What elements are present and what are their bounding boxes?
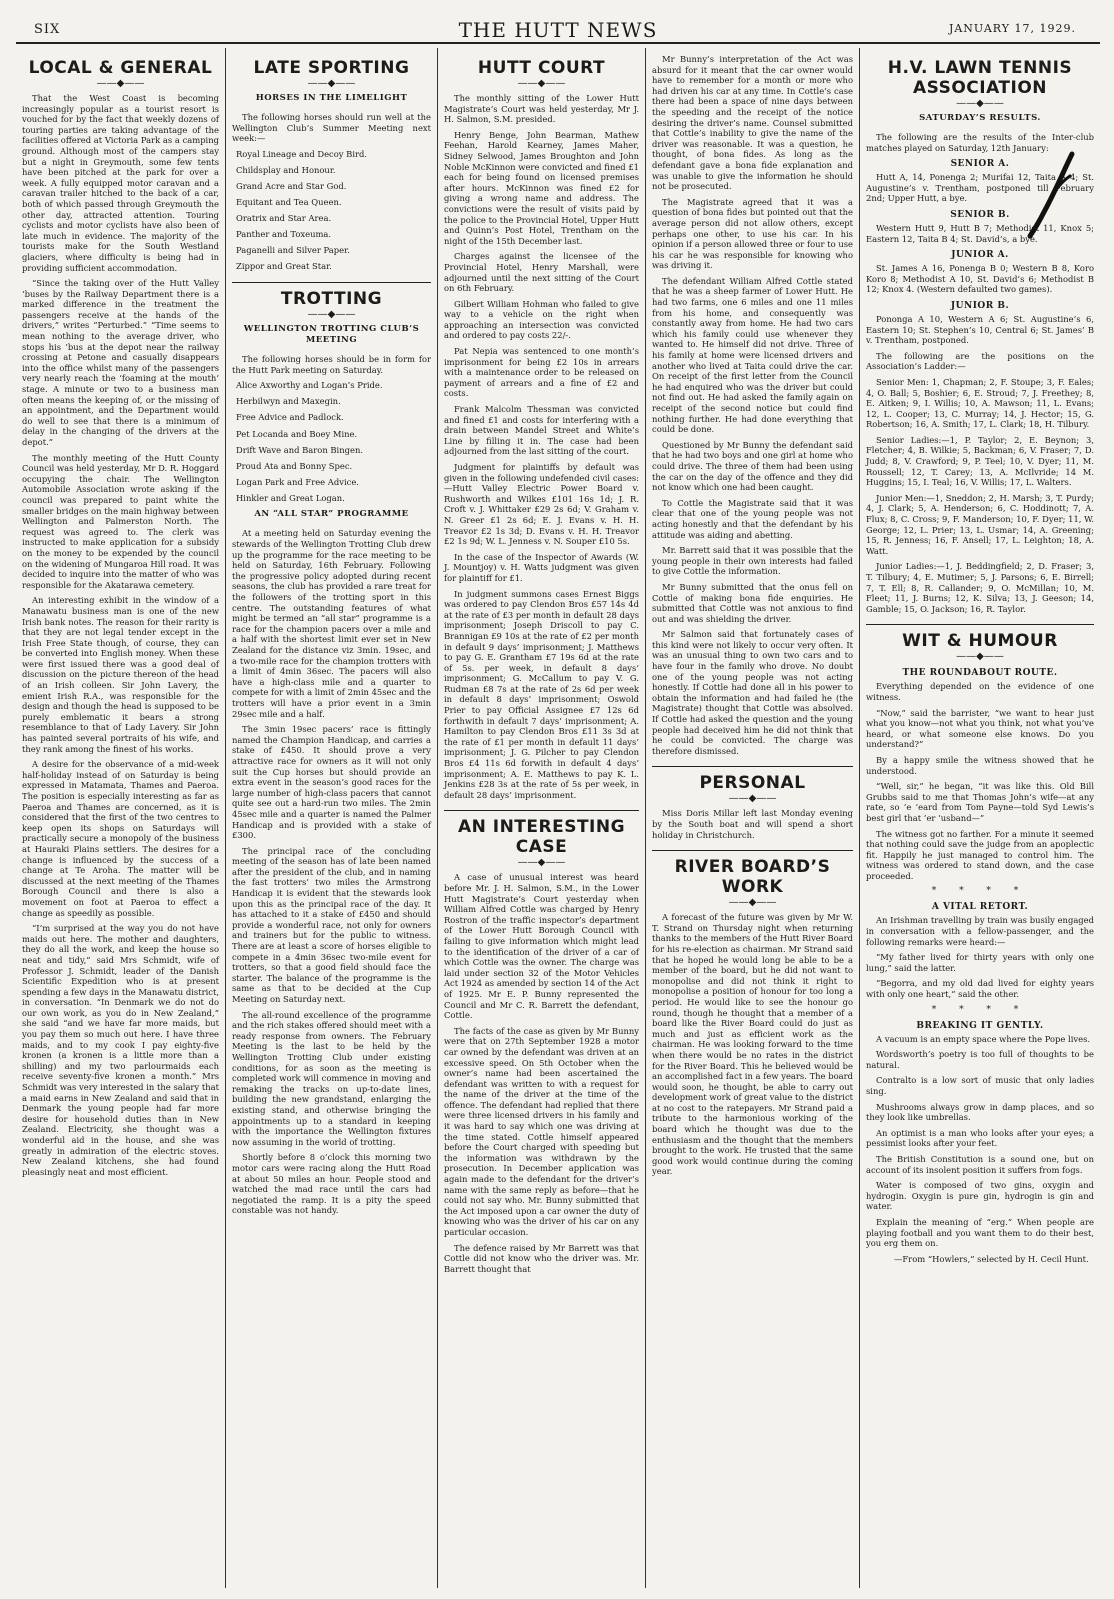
section-rule	[652, 850, 853, 851]
masthead	[16, 18, 1100, 44]
article-paragraph: By a happy smile the witness showed that he understood.	[866, 754, 1094, 776]
subheading-roundabout: THE ROUNDABOUT ROUTE.	[902, 668, 1058, 679]
article-paragraph: “My father lived for thirty years with only one lung,” said the latter.	[866, 952, 1094, 973]
list-item: Logan Park and Free Advice.	[236, 476, 359, 487]
section-title-wit-humour: WIT & HUMOUR	[902, 631, 1058, 652]
list-item: Panther and Toxeuma.	[236, 229, 332, 240]
grade-heading: SENIOR B.	[950, 209, 1010, 220]
article-paragraph: The following are the positions on the Association’s Ladder:—	[866, 350, 1094, 372]
article-paragraph: Mr Bunny’s interpretation of the Act was absurd for it meant that the car owner would have to remember for a month or more who had driven his car at any time. In Cottle’s case there had been a space of nine days between the speeding and the receipt of the notice desiring the driver’s name. Counsel submitted that Cottle’s inability to give the name of the driver was reasonable. It was a question, he thought, of bona fides. As long as the defendant gave a bona fide explanation and was unable to give the information he should not be prosecuted.	[652, 54, 853, 192]
article-paragraph: Mr Salmon said that fortunately cases of this kind were not likely to occur very often. It was an unusual thing to own two cars and to have four in the family who drove. No doubt one of the young people was not acting honestly. If Cottle had done all in his power to obtain the information and had failed he (the Magistrate) thought that Cottle was absolved. If Cottle had asked the question and the young people had deceived him he did not think that he could be convicted. The charge was therefore dismissed.	[652, 629, 853, 756]
list-item: Herbilwyn and Maxegin.	[236, 396, 341, 407]
article-paragraph: Frank Malcolm Thessman was convicted and fined £1 and costs for interfering with a drain between Mandel Street and White’s Line by filling it in. The case had been adjourned from the last sitting of the court.	[444, 404, 639, 457]
article-paragraph: A desire for the observance of a mid-week half-holiday instead of on Saturday is being expressed in Matamata, Thames and Paeroa. The position is especially interesting as far as Paeroa and Thames are concerned, as it is considered that the first of the two centres to keep open its shops on Saturdays will practically secure a monopoly of the business at Hauraki Plains settlers. The desires for a change is influenced by the success of a change at Te Aroha. The matter will be discussed at the next meeting of the Thames Borough Council and there is also a movement on foot at Paeroa to effect a change as speedily as possible.	[22, 759, 219, 918]
article-paragraph: Wordsworth’s poetry is too full of thoughts to be natural.	[866, 1049, 1094, 1070]
ornament-divider: ——◆——	[956, 651, 1004, 663]
article-paragraph: The all-round excellence of the programme and the rich stakes offered should meet with a ready response from owners. The February Meeting is the last to be held by the Wellington Trotting Club under existing conditions, for as soon as the meeting is completed work will commence in moving and remaking the tracks on up-to-date lines, building the new grandstand, enlarging the existing stand, and otherwise bringing the appointments up to a standard in keeping with the importance the Wellington fixtures now assuming in the world of trotting.	[232, 1009, 431, 1147]
columns	[16, 48, 1100, 1588]
section-rule	[652, 766, 853, 767]
column-local-general	[16, 48, 226, 1588]
subheading-vital-retort: A VITAL RETORT.	[931, 902, 1029, 913]
article-paragraph: The monthly meeting of the Hutt County Council was held yesterday, Mr D. R. Hoggard occupying the chair. The Wellington Automobile Association wrote asking if the council was prepared to paint white the smaller bridges on the main highway between Wellington and Palmerston North. The request was agreed to. The clerk was instructed to make application for a subsidy on the money to be expended by the council on the widening of Mungaroa Hill road. It was decided to inquire into the matter of who was responsible for the Akatarawa cemetery.	[22, 452, 219, 590]
article-credit: —From “Howlers,” selected by H. Cecil Hunt.	[894, 1253, 1089, 1264]
article-paragraph: Henry Benge, John Bearman, Mathew Feehan, Harold Kearney, James Maher, Sidney Selwood, James Broughton and John Noble McKinnon were convicted and fined £1 each for being found on licensed premises after hours. McKinnon was fined £2 for giving a wrong name and address. The convictions were the result of visits paid by the police to the Provincial Hotel, Upper Hutt and Quinn’s Post Hotel, Trentham on the night of the 15th December last.	[444, 129, 639, 246]
article-paragraph: The following horses should run well at the Wellington Club’s Summer Meeting next week:—	[232, 112, 431, 144]
article-paragraph: Contralto is a low sort of music that only ladies sing.	[866, 1075, 1094, 1096]
article-paragraph: An interesting exhibit in the window of a Manawatu business man is one of the new Irish bank notes. The reason for their rarity is that they are not legal tender except in the Irish Free State though, of course, they can be converted into English money. When these were first issued there was a good deal of discussion on the picture thereon of the head of an Irish colleen. Sir John Lavery, the emient Irish R.A., was responsible for the design and though the head is supposed to be purely emblematic it bears a strong resemblance to that of Lady Lavery. Sir John has painted several portraits of his wife, and they rank among the finest of his works.	[22, 595, 219, 754]
ornament-divider: ——◆——	[517, 857, 566, 869]
subheading-all-star: AN “ALL STAR” PROGRAMME	[254, 509, 409, 520]
list-item: Free Advice and Padlock.	[236, 412, 344, 423]
section-title-personal: PERSONAL	[699, 773, 806, 794]
article-paragraph: A case of unusual interest was heard before Mr. J. H. Salmon, S.M., in the Lower Hutt Magistrate’s Court yesterday when William Alfred Cottle was charged by Henry Rostron of the traffic inspector’s department of the Lower Hutt Borough Council with failing to give information which might lead to the identification of the driver of a car of which Cottle was the owner. The charge was laid under section 32 of the Motor Vehicles Act 1924 as amended by section 14 of the Act of 1925. Mr E. P. Bunny represented the Council and Mr C. R. Barrett the defendant, Cottle.	[444, 872, 639, 1021]
grade-results: Pononga A 10, Western A 6; St. Augustine’s 6, Eastern 10; St. Stephen’s 10, Central 6; St. James’ B v. Trentham, postponed.	[866, 313, 1094, 346]
subheading-trotting-club: WELLINGTON TROTTING CLUB’S MEETING	[243, 324, 420, 346]
article-paragraph: An optimist is a man who looks after your eyes; a pessimist looks after your feet.	[866, 1127, 1094, 1149]
section-title-hutt-court: HUTT COURT	[477, 58, 606, 78]
ornament-divider: ——◆——	[307, 309, 356, 321]
section-rule	[232, 282, 431, 283]
list-item: Childsplay and Honour.	[236, 164, 336, 175]
article-paragraph: Explain the meaning of “erg.” When people are playing football and you want them to do their best, you erg them on.	[866, 1216, 1094, 1249]
list-item: Royal Lineage and Decoy Bird.	[236, 148, 368, 159]
section-title-river-board: RIVER BOARD’S WORK	[674, 857, 831, 898]
article-paragraph: The following are the results of the Inter-club matches played on Saturday, 12th January:	[866, 132, 1094, 153]
issue-date: JANUARY 17, 1929.	[948, 22, 1076, 35]
list-item: Drift Wave and Baron Bingen.	[236, 444, 364, 455]
ladder-entry: Junior Ladies:—1, J. Beddingfield; 2, D. Fraser; 3, T. Tilbury; 4, E. Mutimer; 5, J. Parsons; 6, E. Birrell; 7, T. Ell; 8, R. Callander; 9, O. McMillan; 10, M. Fleet; 11, J. Burns; 12, K. Silva; 13, J. Geeson; 14, Gamble; 15, O. Jackson; 16, R. Taylor.	[866, 561, 1094, 614]
article-paragraph: In the case of the Inspector of Awards (W. J. Mountjoy) v. H. Watts judgment was given for plaintiff for £1.	[444, 551, 639, 583]
article-paragraph: A vacuum is an empty space where the Pope lives.	[876, 1033, 1091, 1044]
article-paragraph: The Magistrate agreed that it was a question of bona fides but pointed out that the average person did not allow others, except perhaps one other, to use his car. In his opinion if a person allowed three or four to use his car he was responsible for knowing who was driving it.	[652, 196, 853, 271]
article-paragraph: Mr. Barrett said that it was possible that the young people in their own interests had failed to give Cottle the information.	[652, 545, 853, 577]
horse-list	[232, 149, 431, 272]
article-paragraph: To Cottle the Magistrate said that it was clear that one of the young people was not acting honestly and that the defendant by his attitude was aiding and abetting.	[652, 497, 853, 540]
ladder-entry: Senior Ladies:—1, P. Taylor; 2, E. Beynon; 3, Fletcher; 4, B. Wilkie; 5, Backman; 6, V. Fraser; 7, D. Judd; 8, V. Crawford; 9, P. Teel; 10, V. Dyer; 11, M. Roussell; 12, T. Carey; 13, A. McIlvride; 14 M. Huggins; 15, I. Teal; 16, V. Willis; 17, L. Walters.	[866, 434, 1094, 488]
article-paragraph: Charges against the licensee of the Provincial Hotel, Henry Marshall, were adjourned until the next sitting of the Court on 6th February.	[444, 251, 639, 294]
article-paragraph: In judgment summons cases Ernest Biggs was ordered to pay Clendon Bros £57 14s 4d at the rate of £3 per month in default 28 days imprisonment; Joseph Driscoll to pay C. Brannigan £9 10s at the rate of £2 per month in default 9 days’ imprisonment; J. Matthews to pay G. E. Grantham £7 19s 6d at the rate of 5s. per week, in default 8 days’ imprisonment; G. McCallum to pay V. G. Rudman £8 7s at the rate of 2s 6d per week in default 8 days’ imprisonment; Oswold Prier to pay Official Assignee £7 12s 6d forthwith in default 7 days’ imprisonment; A. Hamilton to pay Clendon Bros £11 3s 3d at the rate of £1 per month in default 11 days’ imprisonment; J. G. Pilcher to pay Clendon Bros £4 11s 6d forwith in default 4 days’ imprisonment; A. E. Matthews to pay K. L. Jenkins £28 3s at the rate of 5s per week, in default 28 days’ imprisonment.	[444, 588, 639, 800]
article-paragraph: The monthly sitting of the Lower Hutt Magistrate’s Court was held yesterday, Mr J. H. Salmon, S.M. presided.	[444, 93, 639, 125]
article-paragraph: “I’m surprised at the way you do not have maids out here. The mother and daughters, they do all the work, and keep the house so neat and tidy,” said Mrs Schmidt, wife of Professor J. Schmidt, leader of the Danish Scientific Expedition who is at present spending a few days in the Manawatu district, in conversation. “In Denmark we do not do our own work, as you do in New Zealand,” she said “and we have far more maids, but you pay them so much out here. I have three maids, and to my cook I pay eighty-five kronen (a kronen is a little more than a shilling) and my two parlourmaids each receive seventy-five kronen a month.” Mrs Schmidt was very interested in the salary that a maid earns in New Zealand and said that in Denmark the young people had far more desire for household duties than in New Zealand. Electricity, she thought was a wonderful aid in the house, and she was greatly in admiration of the electric stoves. New Zealand kitchens, she had found pleasingly neat and most efficient.	[22, 923, 219, 1177]
article-paragraph: Shortly before 8 o’clock this morning two motor cars were racing along the Hutt Road at about 50 miles an hour. People stood and watched the mad race until the cars had negotiated the ramp. It is a pity the speed constable was not handy.	[232, 1152, 431, 1216]
article-paragraph: “Begorra, and my old dad lived for eighty years with only one heart,” said the other.	[866, 978, 1094, 1000]
column-late-sporting	[226, 48, 438, 1588]
article-paragraph: Miss Doris Millar left last Monday evening by the South boat and will spend a short holiday in Christchurch.	[652, 808, 853, 840]
list-item: Paganelli and Silver Paper.	[236, 245, 350, 256]
ladder-entry: Senior Men: 1, Chapman; 2, F. Stoupe; 3, F. Eales; 4, O. Ball; 5, Boshier; 6, E. Stroud; 7, J. Freethey; 8, E. Aitken; 9, I. Willis; 10, A. Mawson; 11, L. Evans; 12, L. Cooper; 13, C. Murray; 14, J. Hector; 15, G. Robertson; 16, A. Smith; 17, L. Clark; 18, H. Tilbury.	[866, 376, 1094, 430]
article-paragraph: Water is composed of two gins, oxygin and hydrogin. Oxygin is pure gin, hydrogin is gin and water.	[866, 1180, 1094, 1212]
list-item: Pet Locanda and Boey Mine.	[236, 428, 358, 439]
article-paragraph: Mushrooms always grow in damp places, and so they look like umbrellas.	[866, 1101, 1094, 1123]
article-paragraph: Pat Nepia was sentenced to one month’s imprisonment for being £2 10s in arrears with a maintenance order to be released on payment of arrears and a fine of £2 and costs.	[444, 346, 639, 399]
ornament-divider: ——◆——	[728, 897, 777, 909]
grade-heading: JUNIOR A.	[951, 250, 1009, 261]
list-item: Proud Ata and Bonny Spec.	[236, 460, 353, 471]
column-court-continued	[646, 48, 860, 1588]
article-paragraph: At a meeting held on Saturday evening the stewards of the Wellington Trotting Club drew up the programme for the race meeting to be held on Saturday, 16th February. Following the progressive policy adopted during recent seasons, the club has provided a rare treat for the followers of the trotting sport in this centre. The outstanding features of what might be termed an “all star” programme is a race for the champion pacers over a mile and a half with the shortest limit ever set in New Zealand for the distance viz 3min. 19sec, and a two-mile race for the champion trotters with a limit of 4min 36sec. The pacers will also have a high-class mile and a quarter to compete for with a limit of 2min 45sec and the trotters will have a prior event in a 3min 29sec mile and a half.	[232, 528, 431, 719]
trotter-list	[232, 380, 431, 503]
newspaper-title: THE HUTT NEWS	[458, 18, 658, 42]
article-paragraph: Gilbert William Hohman who failed to give way to a vehicle on the right when approaching an intersection was convicted and ordered to pay costs 22/-.	[444, 298, 639, 341]
article-paragraph: The principal race of the concluding meeting of the season has of late been named after the president of the club, and in naming the fast trotters’ two miles the Armstrong Handicap it is evident that the stewards look upon this as the principal race of the day. It has attached to it a stake of £450 and should provide a wonderful race, not only for owners and trainers but for the public to witness. There are at least a score of horses eligible to compete in a 4min 36sec two-mile event for trotters, so that a good field should face the starter. The balance of the programme is the same as that to be decided at the Cup Meeting on Saturday next.	[232, 845, 431, 1004]
star-divider: * * * *	[931, 1004, 1029, 1015]
ornament-divider: ——◆——	[956, 98, 1004, 109]
section-title-interesting-case: AN INTERESTING CASE	[457, 817, 626, 858]
page-number: SIX	[34, 22, 61, 37]
article-paragraph: The 3min 19sec pacers’ race is fittingly named the Champion Handicap, and carries a stake of £450. It should prove a very attractive race for owners as it will not only suit the Cup horses but should provide an extra event in the season’s good races for the large number of high-class pacers that cannot quite see out a hard-run two miles. The 2min 45sec mile and a quarter is named the Palmer Handicap and is provided with a stake of £300.	[232, 724, 431, 841]
ornament-divider: ——◆——	[517, 78, 566, 89]
article-paragraph: Judgment for plaintiffs by default was given in the following undefended civil cases:—Hutt Valley Electric Power Board v. Rushworth and Wilkes £101 16s 1d; J. R. Croft v. J. Whittaker £29 2s 6d; V. Graham v. N. Greer £1 2s 6d; E. J. Evans v. H. H. Treavor £2 1s 3d; D. Evans v. H. H. Treavor £2 1s 9d; W. L. Jenness v. N. Souper £10 5s.	[444, 462, 639, 547]
list-item: Hinkler and Great Logan.	[236, 492, 345, 503]
article-paragraph: “Now,” said the barrister, “we want to hear just what you know—not what you think, not what you’ve heard, or what someone else knows. Do you understand?”	[866, 707, 1094, 750]
article-paragraph: A forecast of the future was given by Mr W. T. Strand on Thursday night when returning thanks to the members of the Hutt River Board for his re-election as chairman. Mr Strand said that he hoped he would long be able to be a member of the board, but he did not want to monopolise and did not think it right to monopolise a position of honour for too long a period. He would like to see the honour go round, though he thought that a member of a board like the River Board could do just as much and just as efficient work as the chairman. He was looking forward to the time when there would be no rates in the district for the River Board. This he believed would be an accomplished fact in a few years. The board would soon, he thought, be able to carry out development work of great value to the district at no cost to the ratepayers. Mr Strand paid a tribute to the harmonious working of the board which he thought was due to the enthusiasm and the thought that the members brought to the work. He trusted that the same good work would continue during the coming year.	[652, 912, 853, 1177]
list-item: Alice Axworthy and Logan’s Pride.	[236, 380, 383, 391]
article-paragraph: “Since the taking over of the Hutt Valley ’buses by the Railway Department there is a marked difference in the treatment the passengers receive at the hands of the drivers,” writes “Perturbed.” “Time seems to mean nothing to the average driver, who stops his ’bus at the depot near the railway crossing at Petone and casually disappears into the office whilst many of the passengers very nearly reach the ‘foaming at the mouth’ stage. A minute or two to a business man often means the keeping of, or the missing of an appointment, and the Department would do well to see that there is a minimum of delay in the changing of the drivers at the depot.”	[22, 278, 219, 447]
article-paragraph: Questioned by Mr Bunny the defendant said that he had two boys and one girl at home who could drive. The three of them had been using the car on the day of the offence and they did not know which one had been caught.	[652, 439, 853, 493]
section-title-lawn-tennis: H.V. LAWN TENNIS ASSOCIATION	[887, 58, 1073, 98]
column-tennis-wit	[860, 48, 1100, 1588]
ornament-divider: ——◆——	[728, 793, 777, 805]
article-paragraph: An Irishman travelling by train was busily engaged in conversation with a fellow-passenger, and the following remarks were heard:—	[866, 915, 1094, 947]
article-paragraph: Mr Bunny submitted that the onus fell on Cottle of making bona fide enquiries. He submitted that Cottle was not anxious to find out and was shielding the driver.	[652, 581, 853, 624]
column-hutt-court	[438, 48, 646, 1588]
pen-mark-icon	[1020, 150, 1080, 240]
article-paragraph: The witness got no farther. For a minute it seemed that nothing could save the judge from an apoplectic fit. Happily he just managed to control him. The witness was ordered to stand down, and the case proceeded.	[866, 828, 1094, 881]
article-paragraph: Everything depended on the evidence of one witness.	[866, 681, 1094, 702]
ornament-divider: ——◆——	[96, 78, 145, 89]
grade-heading: JUNIOR B.	[950, 300, 1010, 311]
list-item: Grand Acre and Star God.	[236, 180, 347, 191]
article-paragraph: “Well, sir,” he began, “it was like this. Old Bill Grubbs said to me that Thomas John’s wife—at any rate, so ’e ’eard from Tom Payne—told Syd Lewis’s best girl that ’er ’usband—”	[866, 781, 1094, 823]
star-divider: * * * *	[931, 886, 1029, 897]
grade-heading: SENIOR A.	[950, 159, 1010, 170]
section-title-late-sporting: LATE SPORTING	[253, 58, 410, 78]
article-paragraph: The British Constitution is a sound one, but on account of its insolent position it suffers from fogs.	[866, 1153, 1094, 1175]
grade-results: Western Hutt 9, Hutt B 7; Methodist 11, Knox 5; Eastern 12, Taita B 4; St. David’s, a bye.	[866, 222, 1094, 244]
list-item: Equitant and Tea Queen.	[236, 197, 342, 208]
grade-results: Hutt A, 14, Ponenga 2; Murifai 12, Taita A 4; St. Augustine’s v. Trentham, postponed till February 2nd; Upper Hutt, a bye.	[866, 172, 1094, 204]
list-item: Oratrix and Star Area.	[236, 213, 332, 224]
article-paragraph: The defence raised by Mr Barrett was that Cottle did not know who the driver was. Mr. Barrett thought that	[444, 1242, 639, 1274]
article-paragraph: That the West Coast is becoming increasingly popular as a tourist resort is vouched for by the fact that weekly dozens of touring parties are taking advantage of the facilities offered at Victoria Park as a camping ground. Although most of the campers stay but a night in Greymouth, some few tents have been pitched at the park for over a week. A fully equipped motor caravan and a caravan trailer hitched to the back of a car, both of which passed through Greymouth the other day, attracted attention. Touring cyclists and motor cyclists have also been of late much in evidence. The majority of the tourists make for the South Westland glaciers, where difficulty is being had in providing sufficient accommodation.	[22, 93, 219, 273]
section-rule	[444, 810, 639, 811]
section-rule	[866, 624, 1094, 625]
subheading-results: SATURDAY’S RESULTS.	[919, 113, 1041, 123]
ornament-divider: ——◆——	[307, 78, 356, 89]
list-item: Zippor and Great Star.	[236, 261, 332, 272]
grade-results: St. James A 16, Ponenga B 0; Western B 8, Koro Koro 8; Methodist A 10, St. David’s 6; Methodist B 12; Knox 4. (Western defaulted two games).	[866, 263, 1094, 295]
section-title-local-general: LOCAL & GENERAL	[28, 58, 213, 78]
article-paragraph: The defendant William Alfred Cottle stated that he was a sheep farmer of Lower Hutt. He had two farms, one 6 miles and one 11 miles from his home, and consequently was constantly away from home. He had two cars which his family could use whenever they wanted to. He himself did not drive. Three of his family at home were licensed drivers and another who lived at Taita could drive the car. On receipt of the first letter from the Council he had enquired who was the driver but could not find out. He had asked the family again on receipt of the second notice but could find nothing further. He had done everything that could be done.	[652, 275, 853, 435]
ladder-entry: Junior Men:—1, Sneddon; 2, H. Marsh; 3, T. Purdy; 4, J. Clark; 5, A. Henderson; 6, C. Hoddinott; 7, A. Flux; 8, C. Cross; 9, F. Manderson; 10, F. Dyer; 11, W. George; 12, L. Prier; 13, L. Usmar; 14, A. Greening; 15, R. Jenness; 16, F. Ansell; 17, L. Leighton; 18, A. Watt.	[866, 492, 1094, 556]
subheading-horses: HORSES IN THE LIMELIGHT	[255, 93, 408, 103]
article-paragraph: The following horses should be in form for the Hutt Park meeting on Saturday.	[232, 354, 431, 375]
section-title-trotting: TROTTING	[280, 289, 383, 310]
subheading-breaking-gently: BREAKING IT GENTLY.	[916, 1020, 1044, 1031]
article-paragraph: The facts of the case as given by Mr Bunny were that on 27th September 1928 a motor car owned by the defendant was driven at an excessive speed. On 5th October when the owner’s name had been ascertained the defendant was written to with a request for the name of the driver at the time of the offence. The defendant had replied that there were three licensed drivers in his family and it was hard to say which one was driving at the time stated. Cottle himself appeared before the Court charged with speeding but the information was withdrawn by the prosecution. In December application was again made to the defendant for the driver’s name with the same reply as before—that he could not say who. Mr. Bunny submitted that the Act imposed upon a car owner the duty of knowing who was the driver of his car on any particular occasion.	[444, 1025, 639, 1237]
